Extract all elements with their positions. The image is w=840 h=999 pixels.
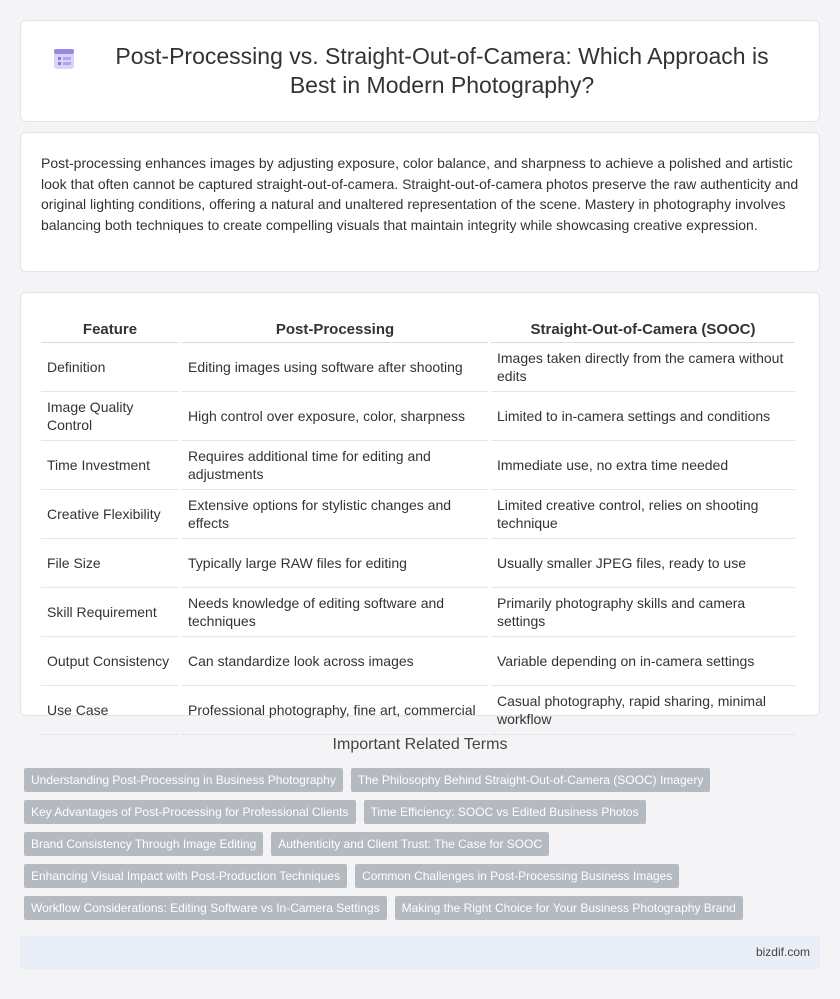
sooc-cell: Usually smaller JPEG files, ready to use [491, 539, 795, 588]
column-header-post-processing: Post-Processing [182, 313, 488, 343]
related-term-tag[interactable]: Workflow Considerations: Editing Software vs In-Camera Settings [24, 896, 387, 920]
title-card [20, 20, 820, 122]
feature-cell: File Size [41, 539, 179, 588]
sooc-cell: Variable depending on in-camera settings [491, 637, 795, 686]
sooc-cell: Limited to in-camera settings and conditions [491, 392, 795, 441]
intro-card [20, 132, 820, 272]
column-header-feature: Feature [41, 313, 179, 343]
related-term-tag[interactable]: Time Efficiency: SOOC vs Edited Business Photos [364, 800, 646, 824]
page-title: Post-Processing vs. Straight-Out-of-Camera: Which Approach is Best in Modern Photography? [115, 43, 769, 98]
post-processing-cell: Typically large RAW files for editing [182, 539, 488, 588]
table-row [41, 588, 795, 637]
related-term-tag[interactable]: The Philosophy Behind Straight-Out-of-Camera (SOOC) Imagery [351, 768, 710, 792]
related-terms-heading: Important Related Terms [332, 736, 508, 753]
feature-cell: Definition [41, 343, 179, 392]
sooc-cell: Primarily photography skills and camera settings [491, 588, 795, 637]
feature-cell: Creative Flexibility [41, 490, 179, 539]
related-term-tag[interactable]: Brand Consistency Through Image Editing [24, 832, 263, 856]
feature-cell: Time Investment [41, 441, 179, 490]
document-list-icon [51, 46, 77, 72]
post-processing-cell: Extensive options for stylistic changes and effects [182, 490, 488, 539]
comparison-card [20, 292, 820, 727]
related-term-tag[interactable]: Common Challenges in Post-Processing Business Images [355, 864, 679, 888]
table-row [41, 441, 795, 490]
post-processing-cell: High control over exposure, color, sharpness [182, 392, 488, 441]
related-term-tag[interactable]: Understanding Post-Processing in Business Photography [24, 768, 343, 792]
post-processing-cell: Requires additional time for editing and adjustments [182, 441, 488, 490]
post-processing-cell: Can standardize look across images [182, 637, 488, 686]
table-row [41, 686, 795, 735]
table-row [41, 637, 795, 686]
feature-cell: Image Quality Control [41, 392, 179, 441]
intro-paragraph: Post-processing enhances images by adjusting exposure, color balance, and sharpness to achieve a polished and artistic look that often cannot be captured straight-out-of-camera. Straight-out-of-camera photos preserve the raw authenticity and original lighting conditions, offering a natural and unaltered representation of the scene. Mastery in photography involves balancing both techniques to create compelling visuals that maintain integrity while showcasing creative expression. [41, 155, 799, 233]
table-header-row [41, 313, 795, 343]
related-term-tag[interactable]: Enhancing Visual Impact with Post-Production Techniques [24, 864, 347, 888]
related-terms-list [24, 768, 824, 920]
related-term-tag[interactable]: Making the Right Choice for Your Business Photography Brand [395, 896, 743, 920]
feature-cell: Output Consistency [41, 637, 179, 686]
sooc-cell: Images taken directly from the camera without edits [491, 343, 795, 392]
feature-cell: Skill Requirement [41, 588, 179, 637]
column-header-sooc: Straight-Out-of-Camera (SOOC) [491, 313, 795, 343]
related-term-tag[interactable]: Authenticity and Client Trust: The Case for SOOC [271, 832, 549, 856]
site-link[interactable]: bizdif.com [755, 945, 810, 959]
related-term-tag[interactable]: Key Advantages of Post-Processing for Professional Clients [24, 800, 356, 824]
post-processing-cell: Professional photography, fine art, commercial [182, 686, 488, 735]
post-processing-cell: Needs knowledge of editing software and techniques [182, 588, 488, 637]
post-processing-cell: Editing images using software after shooting [182, 343, 488, 392]
footer-bar [20, 936, 820, 969]
table-row [41, 343, 795, 392]
table-row [41, 539, 795, 588]
sooc-cell: Casual photography, rapid sharing, minimal workflow [491, 686, 795, 735]
feature-cell: Use Case [41, 686, 179, 735]
table-row [41, 392, 795, 441]
sooc-cell: Immediate use, no extra time needed [491, 441, 795, 490]
table-row [41, 490, 795, 539]
comparison-table [38, 313, 798, 735]
sooc-cell: Limited creative control, relies on shooting technique [491, 490, 795, 539]
